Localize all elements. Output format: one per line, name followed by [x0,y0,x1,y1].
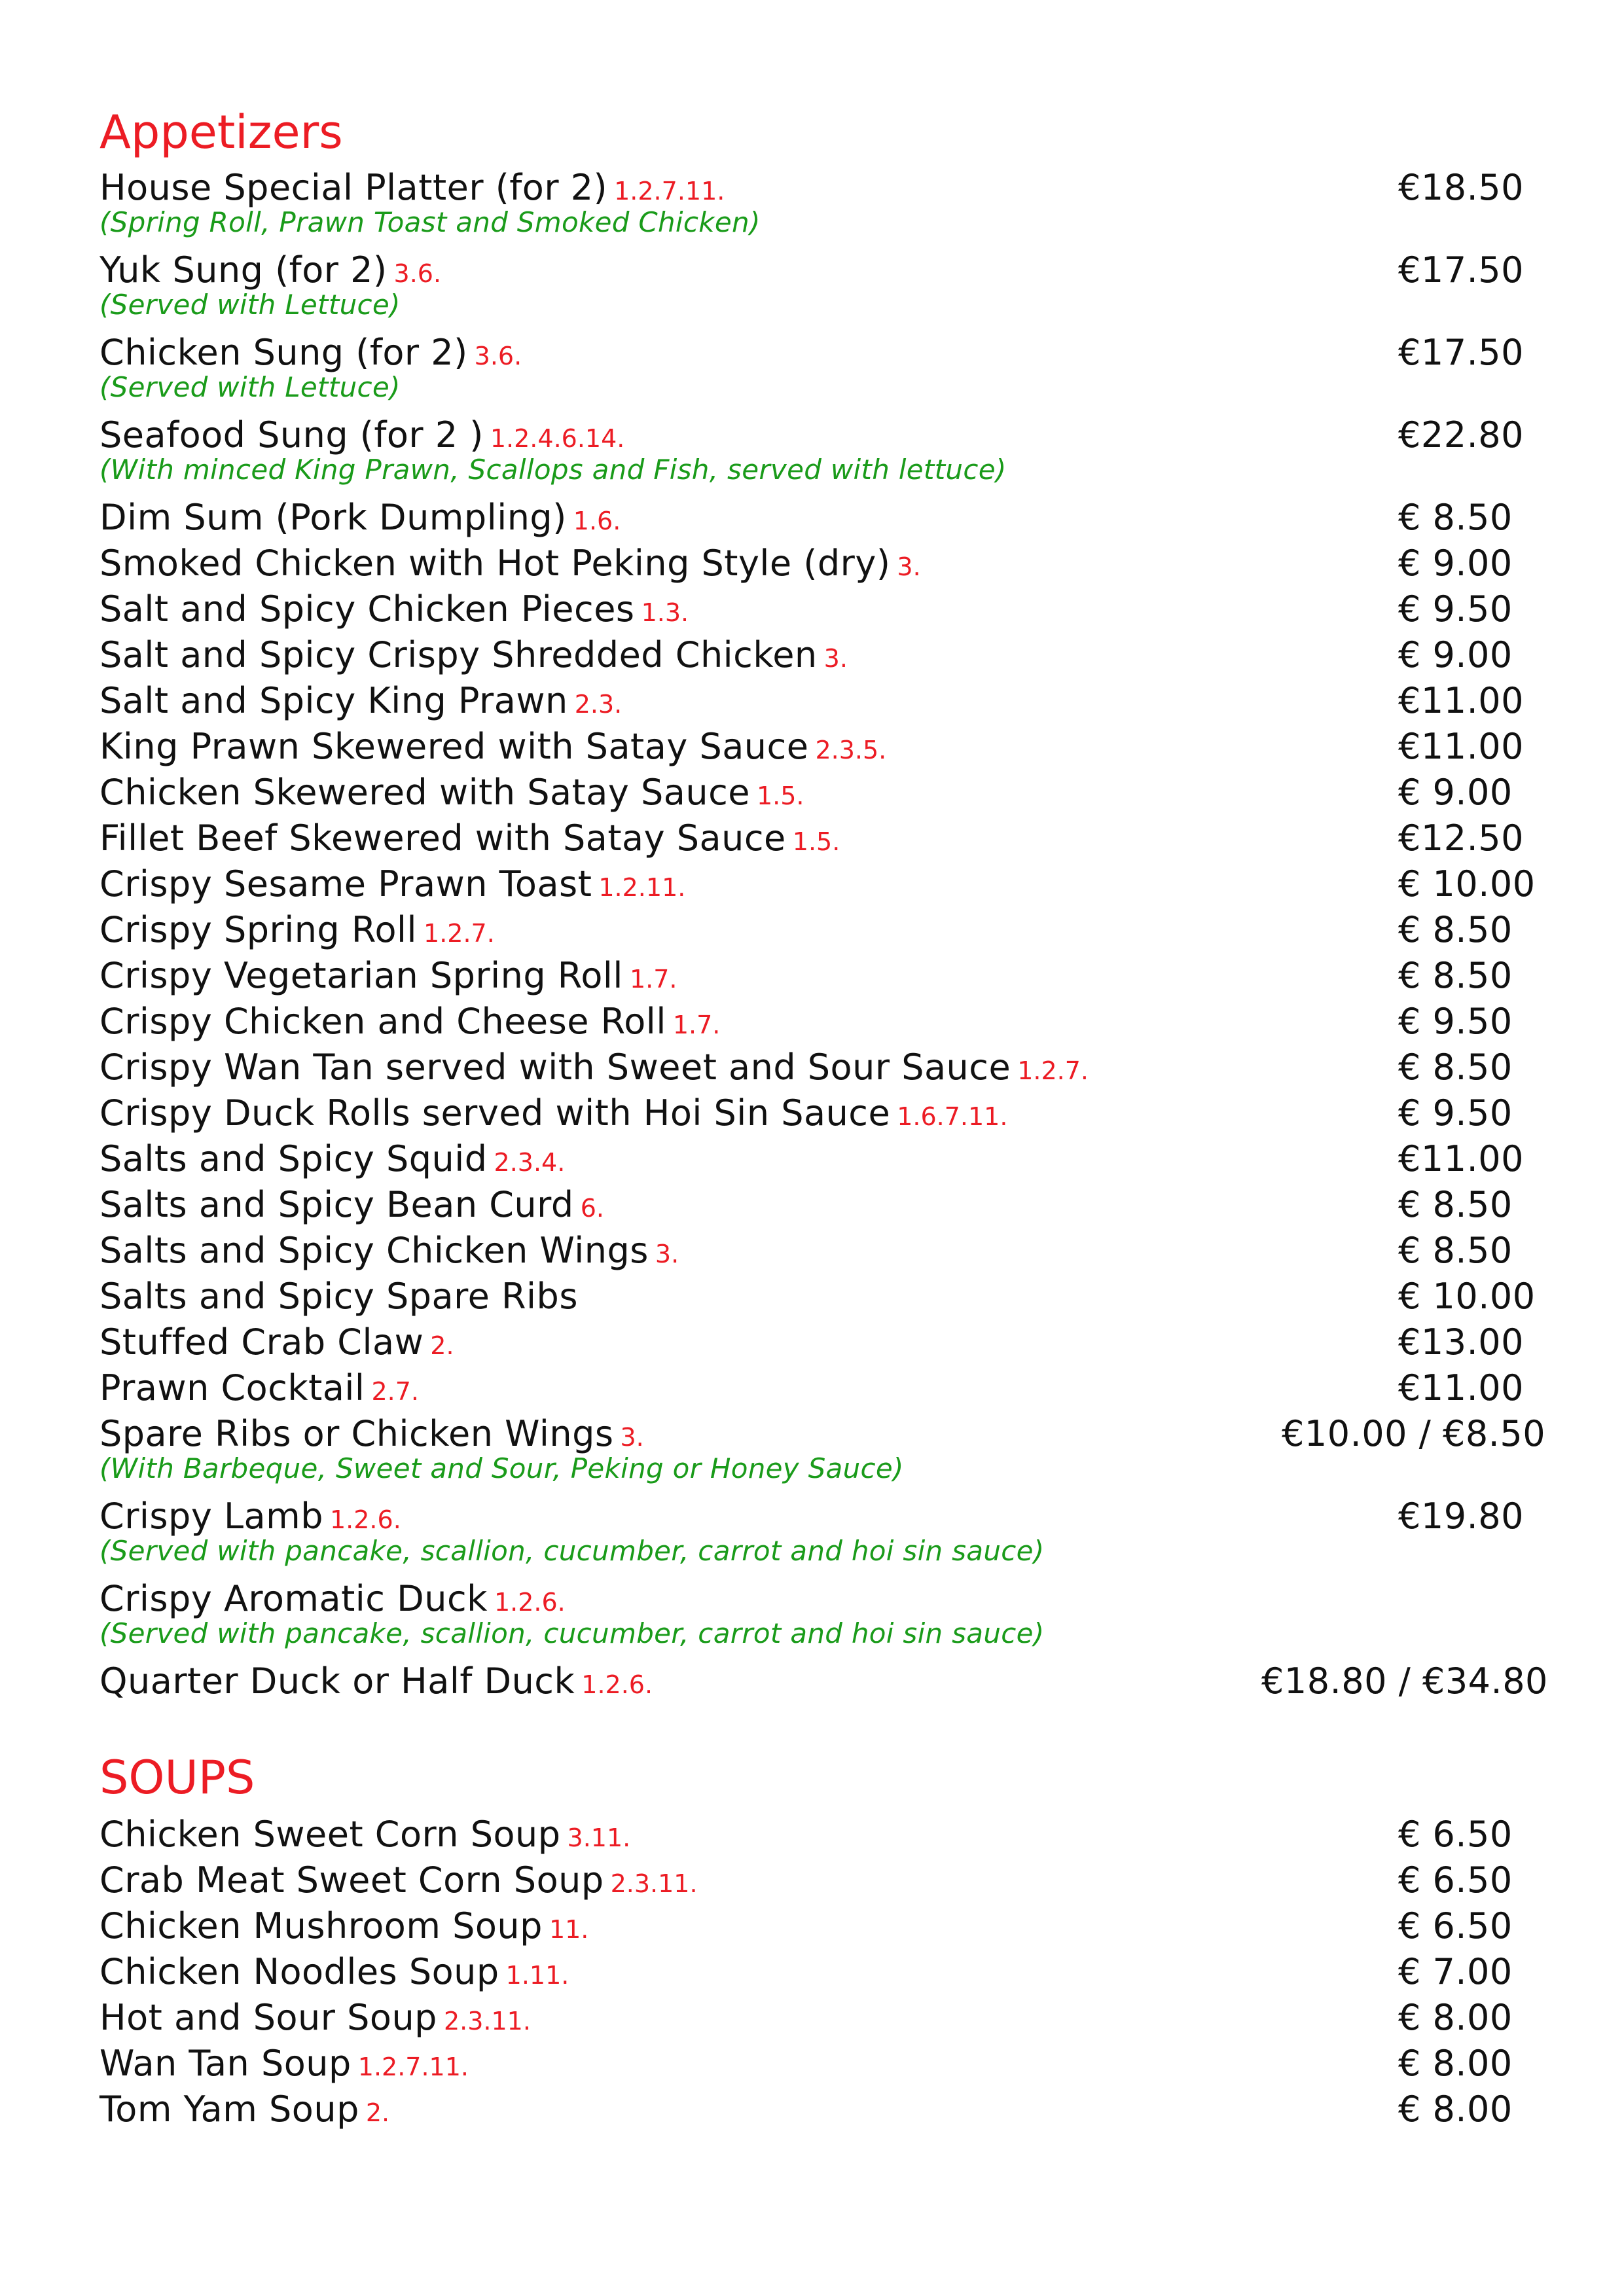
allergen-codes: 1.5. [792,827,840,856]
item-price: € 9.50 [1398,1001,1513,1042]
item-price: €17.50 [1398,249,1524,291]
item-name-line [99,724,886,773]
item-name: Salts and Spicy Squid [99,1138,488,1179]
item-description: (Served with Lettuce) [99,289,401,321]
appetizers-title: Appetizers [99,105,343,159]
item-name-line [99,1136,565,1185]
menu-item [99,2087,1624,2132]
item-price: € 10.00 [1398,863,1536,905]
item-name: Salt and Spicy Crispy Shredded Chicken [99,634,818,675]
allergen-codes: 2.3.5. [815,736,887,764]
item-name-line [99,953,677,1002]
item-name: House Special Platter (for 2) [99,167,608,208]
item-name: Stuffed Crab Claw [99,1321,424,1363]
allergen-codes: 2.3.11. [443,2007,531,2036]
item-price: € 7.00 [1398,1951,1513,1992]
allergen-codes: 2.3.11. [610,1869,698,1898]
item-name: Yuk Sung (for 2) [99,249,388,291]
item-name: Crispy Wan Tan served with Sweet and Sour Sauce [99,1047,1011,1088]
item-name: Chicken Sweet Corn Soup [99,1814,561,1855]
item-price: € 8.50 [1398,497,1513,538]
allergen-codes: 1.6.7.11. [897,1102,1008,1131]
item-description: (Spring Roll, Prawn Toast and Smoked Chicken) [99,206,761,238]
menu-item [99,678,1624,724]
item-name-line [99,999,720,1048]
allergen-codes: 3. [823,644,848,673]
allergen-codes: 1.7. [629,965,677,994]
menu-item [99,1857,1624,1903]
item-price: € 9.50 [1398,1092,1513,1134]
item-price: € 9.50 [1398,588,1513,630]
allergen-codes: 1.2.7. [424,919,495,948]
item-name: Salt and Spicy King Prawn [99,680,568,721]
item-price: €17.50 [1398,332,1524,373]
item-price: €12.50 [1398,817,1524,859]
item-price: € 8.00 [1398,1997,1513,2038]
menu-item [99,541,1624,586]
item-name-line [99,1045,1089,1094]
item-name: King Prawn Skewered with Satay Sauce [99,726,809,767]
menu-item [99,1949,1624,1995]
menu-item [99,1995,1624,2041]
item-price: € 9.00 [1398,634,1513,675]
menu-item [99,1228,1624,1274]
item-name-line [99,1365,419,1414]
item-description: (With minced King Prawn, Scallops and Fish, served with lettuce) [99,454,1007,486]
allergen-codes: 1.2.4.6.14. [490,424,625,453]
item-name: Fillet Beef Skewered with Satay Sauce [99,817,786,859]
item-name: Hot and Sour Soup [99,1997,437,2038]
item-price: € 8.50 [1398,1230,1513,1271]
menu-item [99,586,1624,632]
item-price: € 8.50 [1398,1184,1513,1225]
item-price: € 8.50 [1398,909,1513,950]
allergen-codes: 2. [365,2098,390,2127]
item-name: Dim Sum (Pork Dumpling) [99,497,567,538]
item-name: Crispy Duck Rolls served with Hoi Sin Sauce [99,1092,891,1134]
item-price: €22.80 [1398,414,1524,456]
allergen-codes: 3. [897,552,921,581]
item-name-line [99,541,921,590]
item-name-line [99,907,495,956]
menu-item [99,816,1624,861]
menu-item [99,1045,1624,1090]
allergen-codes: 3. [655,1240,679,1268]
menu-item [99,1274,1624,1319]
item-name-line [99,1995,531,2044]
item-name: Chicken Skewered with Satay Sauce [99,772,750,813]
item-name-line [99,678,622,727]
item-name: Crab Meat Sweet Corn Soup [99,1859,604,1901]
item-name-line [99,770,804,819]
item-name-line [99,1090,1007,1139]
allergen-codes: 1.5. [756,781,804,810]
item-price: €10.00 / €8.50 [1282,1413,1546,1454]
item-name-line [99,1903,588,1952]
item-price: € 8.50 [1398,1047,1513,1088]
allergen-codes: 1.2.6. [330,1505,401,1534]
menu-item [99,1659,1624,1704]
item-price: €11.00 [1398,1367,1524,1408]
menu-item [99,770,1624,816]
item-price: € 9.00 [1398,543,1513,584]
allergen-codes: 2.3. [574,690,623,719]
menu-item [99,999,1624,1045]
allergen-codes: 3.6. [393,259,442,288]
menu-item [99,953,1624,999]
item-price: €11.00 [1398,726,1524,767]
item-name: Crispy Aromatic Duck [99,1578,488,1619]
item-name: Smoked Chicken with Hot Peking Style (dry) [99,543,891,584]
allergen-codes: 1.2.7.11. [357,2053,469,2081]
item-price: € 8.00 [1398,2043,1513,2084]
item-name: Quarter Duck or Half Duck [99,1660,575,1702]
allergen-codes: 6. [580,1194,604,1223]
item-name: Salts and Spicy Chicken Wings [99,1230,649,1271]
item-name: Salt and Spicy Chicken Pieces [99,588,635,630]
item-price: €13.00 [1398,1321,1524,1363]
item-name-line [99,1228,679,1277]
item-name-line [99,2041,469,2090]
item-name-line [99,1274,585,1323]
item-name: Salts and Spicy Bean Curd [99,1184,574,1225]
item-price: € 10.00 [1398,1276,1536,1317]
item-name-line [99,632,848,681]
item-name-line [99,2087,389,2136]
item-price: € 8.00 [1398,2089,1513,2130]
menu-item [99,632,1624,678]
item-description: (With Barbeque, Sweet and Sour, Peking or Honey Sauce) [99,1452,904,1484]
menu-item [99,1812,1624,1857]
item-name: Tom Yam Soup [99,2089,359,2130]
menu-item [99,1365,1624,1411]
item-price: €18.50 [1398,167,1524,208]
item-description: (Served with Lettuce) [99,371,401,403]
item-name: Chicken Sung (for 2) [99,332,468,373]
menu-item [99,724,1624,770]
item-price: € 8.50 [1398,955,1513,996]
allergen-codes: 1.2.11. [598,873,686,902]
item-name: Crispy Chicken and Cheese Roll [99,1001,666,1042]
item-name-line [99,495,621,544]
allergen-codes: 1.11. [505,1961,569,1990]
item-price: € 6.50 [1398,1814,1513,1855]
item-name-line [99,1857,698,1907]
allergen-codes: 1.2.7.11. [614,177,725,206]
menu-item [99,1182,1624,1228]
item-name-line [99,1812,630,1861]
allergen-codes: 2. [430,1331,454,1360]
item-price: €18.80 / €34.80 [1261,1660,1548,1702]
item-name: Crispy Spring Roll [99,909,418,950]
menu-item [99,907,1624,953]
allergen-codes: 3.6. [474,342,522,370]
menu-item [99,2041,1624,2087]
item-price: € 9.00 [1398,772,1513,813]
allergen-codes: 3. [620,1423,644,1452]
menu-item [99,1136,1624,1182]
item-name: Salts and Spicy Spare Ribs [99,1276,578,1317]
menu-item [99,1903,1624,1949]
item-name-line [99,861,685,910]
item-price: €19.80 [1398,1496,1524,1537]
allergen-codes: 1.2.6. [494,1588,566,1617]
item-price: €11.00 [1398,1138,1524,1179]
allergen-codes: 2.3.4. [494,1148,566,1177]
item-name-line [99,586,689,636]
item-name: Wan Tan Soup [99,2043,352,2084]
allergen-codes: 1.7. [672,1011,721,1039]
item-name: Prawn Cocktail [99,1367,365,1408]
item-name-line [99,1949,569,1998]
item-name: Chicken Mushroom Soup [99,1905,543,1946]
allergen-codes: 1.6. [573,507,621,535]
item-name: Crispy Sesame Prawn Toast [99,863,592,905]
allergen-codes: 3.11. [567,1823,631,1852]
item-name-line [99,1659,653,1708]
menu-item [99,861,1624,907]
item-name: Spare Ribs or Chicken Wings [99,1413,614,1454]
item-name: Crispy Lamb [99,1496,323,1537]
allergen-codes: 1.2.6. [581,1670,653,1699]
item-price: €11.00 [1398,680,1524,721]
item-name: Crispy Vegetarian Spring Roll [99,955,623,996]
item-price: € 6.50 [1398,1905,1513,1946]
soups-title: SOUPS [99,1751,255,1804]
allergen-codes: 2.7. [371,1377,419,1406]
item-name-line [99,1182,604,1231]
allergen-codes: 1.3. [641,598,689,627]
menu-item [99,1090,1624,1136]
item-description: (Served with pancake, scallion, cucumber, carrot and hoi sin sauce) [99,1535,1045,1567]
item-description: (Served with pancake, scallion, cucumber, carrot and hoi sin sauce) [99,1617,1045,1649]
allergen-codes: 1.2.7. [1017,1056,1089,1085]
menu-item [99,1319,1624,1365]
item-name: Seafood Sung (for 2 ) [99,414,484,456]
allergen-codes: 11. [549,1915,589,1944]
item-name-line [99,1319,454,1369]
item-price: € 6.50 [1398,1859,1513,1901]
menu-item [99,495,1624,541]
item-name-line [99,816,840,865]
item-name: Chicken Noodles Soup [99,1951,499,1992]
